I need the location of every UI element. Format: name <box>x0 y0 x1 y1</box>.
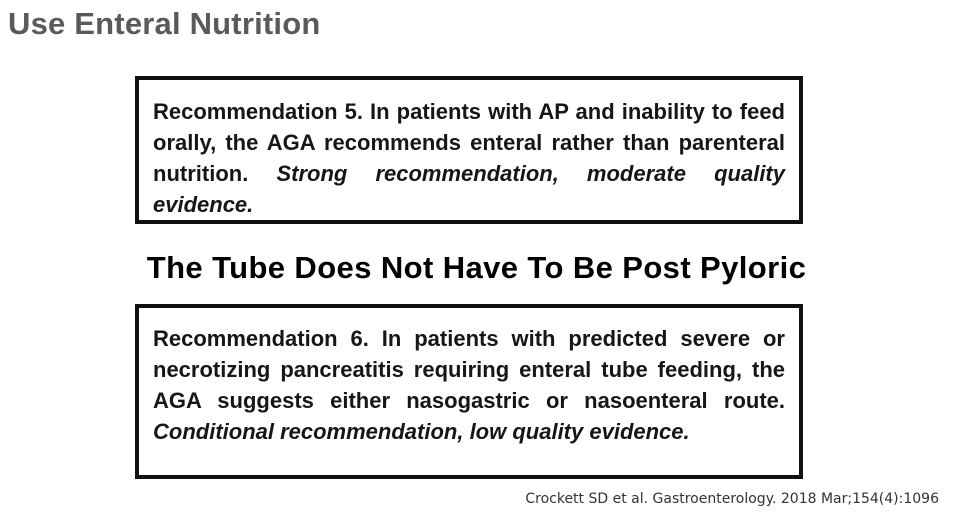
citation: Crockett SD et al. Gastroenterology. 2018 Mar;154(4):1096 <box>525 491 939 507</box>
recommendation-text <box>153 96 785 220</box>
recommendation-strength: Conditional recommendation, low quality evidence. <box>153 419 690 444</box>
subheading: The Tube Does Not Have To Be Post Pyloric <box>146 250 807 285</box>
recommendation-box-6 <box>135 304 803 479</box>
slide-title: Use Enteral Nutrition <box>8 6 321 41</box>
recommendation-statement: Recommendation 6. In patients with predicted severe or necrotizing pancreatitis requiring enteral tube feeding, the AGA suggests either nasogastric or nasoenteral route. <box>153 326 785 413</box>
recommendation-statement: Recommendation 5. In patients with AP and inability to feed orally, the AGA recommends enteral rather than parenteral nutrition. <box>153 99 785 186</box>
recommendation-box-5 <box>135 76 803 224</box>
recommendation-text <box>153 323 785 447</box>
recommendation-strength: Strong recommendation, moderate quality evidence. <box>153 161 785 217</box>
